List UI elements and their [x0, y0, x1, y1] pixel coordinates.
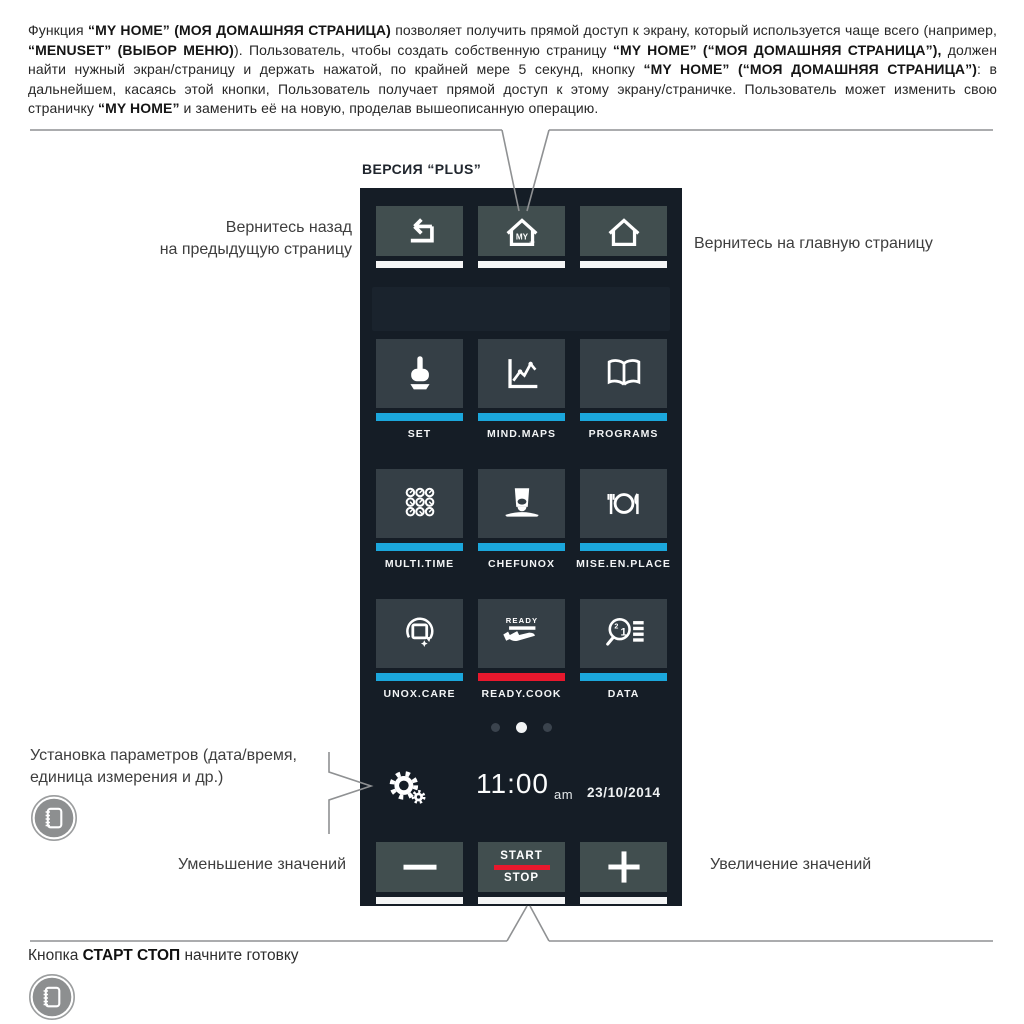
pagination-dot[interactable]	[491, 723, 500, 732]
start-stop-note	[28, 947, 299, 965]
button-underline	[376, 261, 463, 268]
settings-button[interactable]	[386, 768, 428, 808]
annotation-settings-line2: единица измерения и др.)	[30, 768, 224, 786]
mind-maps-icon	[499, 351, 545, 397]
tile-ready-cook[interactable]	[478, 599, 565, 668]
tile-label: CHEFUNOX	[488, 558, 555, 570]
back-button[interactable]	[376, 206, 463, 256]
annotation-settings	[30, 745, 350, 788]
button-underline	[376, 897, 463, 904]
intro-segment-bold: “MY HOME” (“МОЯ ДОМАШНЯЯ СТРАНИЦА”)	[643, 61, 977, 77]
intro-segment-bold: “MY HOME” (“МОЯ ДОМАШНЯЯ СТРАНИЦА”),	[612, 41, 942, 58]
tile-accent-bar	[478, 543, 565, 551]
tile-label: MISE.EN.PLACE	[576, 558, 671, 570]
tile-label: SET	[407, 428, 432, 440]
version-label: ВЕРСИЯ “PLUS”	[362, 161, 482, 177]
multi-time-icon	[397, 481, 443, 527]
tile-label: READY.COOK	[481, 688, 562, 700]
programs-icon	[601, 351, 647, 397]
pagination-dot-active[interactable]	[516, 722, 527, 733]
tile-accent-bar	[478, 413, 565, 421]
minus-button[interactable]	[376, 842, 463, 892]
tile-unox-care[interactable]	[376, 599, 463, 668]
tile-accent-bar-red	[478, 673, 565, 681]
manual-booklet-icon	[28, 973, 76, 1021]
intro-segment-bold: “MENUSET” (ВЫБОР МЕНЮ)	[28, 41, 234, 58]
tile-accent-bar	[376, 673, 463, 681]
tile-accent-bar	[580, 413, 667, 421]
intro-segment-bold: “MY HOME” (МОЯ ДОМАШНЯЯ СТРАНИЦА)	[88, 22, 391, 38]
annotation-settings-line1: Установка параметров (дата/время,	[30, 747, 297, 764]
minus-icon	[398, 850, 442, 884]
tile-multi-time[interactable]	[376, 469, 463, 538]
stop-label: STOP	[503, 871, 540, 884]
pagination-dot[interactable]	[543, 723, 552, 732]
data-icon-digit: 2	[613, 622, 618, 631]
oven-touchscreen	[360, 188, 682, 906]
tile-label: MULTI.TIME	[384, 558, 455, 570]
meridiem-display: am	[554, 787, 574, 802]
tile-chefunox[interactable]	[478, 469, 565, 538]
time-display: 11:00	[476, 768, 549, 799]
button-underline	[580, 261, 667, 268]
date-display: 23/10/2014	[587, 785, 661, 800]
button-underline	[478, 261, 565, 268]
start-label: START	[500, 849, 543, 862]
button-underline	[478, 897, 565, 904]
screen-title-area	[372, 287, 670, 331]
button-underline	[580, 897, 667, 904]
intro-segment: позволяет получить прямой доступ к экрану, который используется чаще всего (например,	[390, 22, 997, 38]
intro-segment: : в дальнейшем, касаясь этой кнопки, Пользователь получает прямой доступ к этому экрану/страничке. Пользователь может изменить свою страничку	[28, 61, 997, 116]
back-icon	[398, 214, 442, 248]
ready-cook-icon-text: READY	[505, 615, 538, 625]
data-icon-digit: 1	[619, 625, 627, 638]
my-home-icon-text: MY	[515, 232, 528, 242]
tile-accent-bar	[376, 543, 463, 551]
mise-en-place-icon	[601, 481, 647, 527]
intro-paragraph	[28, 21, 997, 119]
unox-care-icon	[397, 611, 443, 657]
annotation-increase: Увеличение значений	[710, 856, 872, 873]
tile-set[interactable]	[376, 339, 463, 408]
annotation-back-line1: Вернитесь назад	[225, 219, 352, 236]
intro-segment: Функция	[28, 22, 88, 38]
intro-segment: должен найти нужный экран/страницу и держать нажатой, по крайней мере 5 секунд, кнопку	[28, 41, 998, 77]
gear-icon	[386, 768, 428, 806]
annotation-back-line2: на предыдущую страницу	[159, 240, 352, 258]
tile-programs[interactable]	[580, 339, 667, 408]
start-stop-red-bar	[494, 865, 550, 870]
set-icon	[397, 351, 443, 397]
annotation-back	[40, 217, 352, 260]
manual-booklet-icon	[30, 794, 78, 842]
tile-accent-bar	[580, 543, 667, 551]
tile-label: MIND.MAPS	[486, 428, 557, 440]
home-icon	[601, 211, 647, 251]
my-home-button[interactable]	[478, 206, 565, 256]
my-home-icon	[499, 211, 545, 251]
note-segment: начните готовку	[180, 947, 299, 964]
plus-button[interactable]	[580, 842, 667, 892]
tile-accent-bar	[376, 413, 463, 421]
tile-data[interactable]	[580, 599, 667, 668]
home-button[interactable]	[580, 206, 667, 256]
tile-mise-en-place[interactable]	[580, 469, 667, 538]
tile-label: PROGRAMS	[588, 428, 659, 440]
chefunox-icon	[499, 481, 545, 527]
tile-label: UNOX.CARE	[383, 688, 456, 700]
annotation-home: Вернитесь на главную страницу	[694, 235, 933, 252]
data-icon	[601, 611, 647, 657]
plus-icon	[602, 848, 646, 886]
pagination-dots	[360, 722, 682, 733]
intro-segment-bold: “MY HOME”	[98, 100, 180, 116]
note-segment-bold: СТАРТ СТОП	[82, 947, 181, 964]
start-stop-button[interactable]	[478, 842, 565, 892]
intro-segment: ). Пользователь, чтобы создать собственную страницу	[233, 41, 613, 58]
tile-accent-bar	[580, 673, 667, 681]
tile-label: DATA	[607, 688, 640, 700]
intro-segment: и заменить её на новую, проделав вышеописанную операцию.	[179, 100, 599, 116]
ready-cook-icon	[499, 611, 545, 657]
annotation-decrease: Уменьшение значений	[177, 856, 346, 873]
tile-mind-maps[interactable]	[478, 339, 565, 408]
note-segment: Кнопка	[28, 947, 83, 964]
